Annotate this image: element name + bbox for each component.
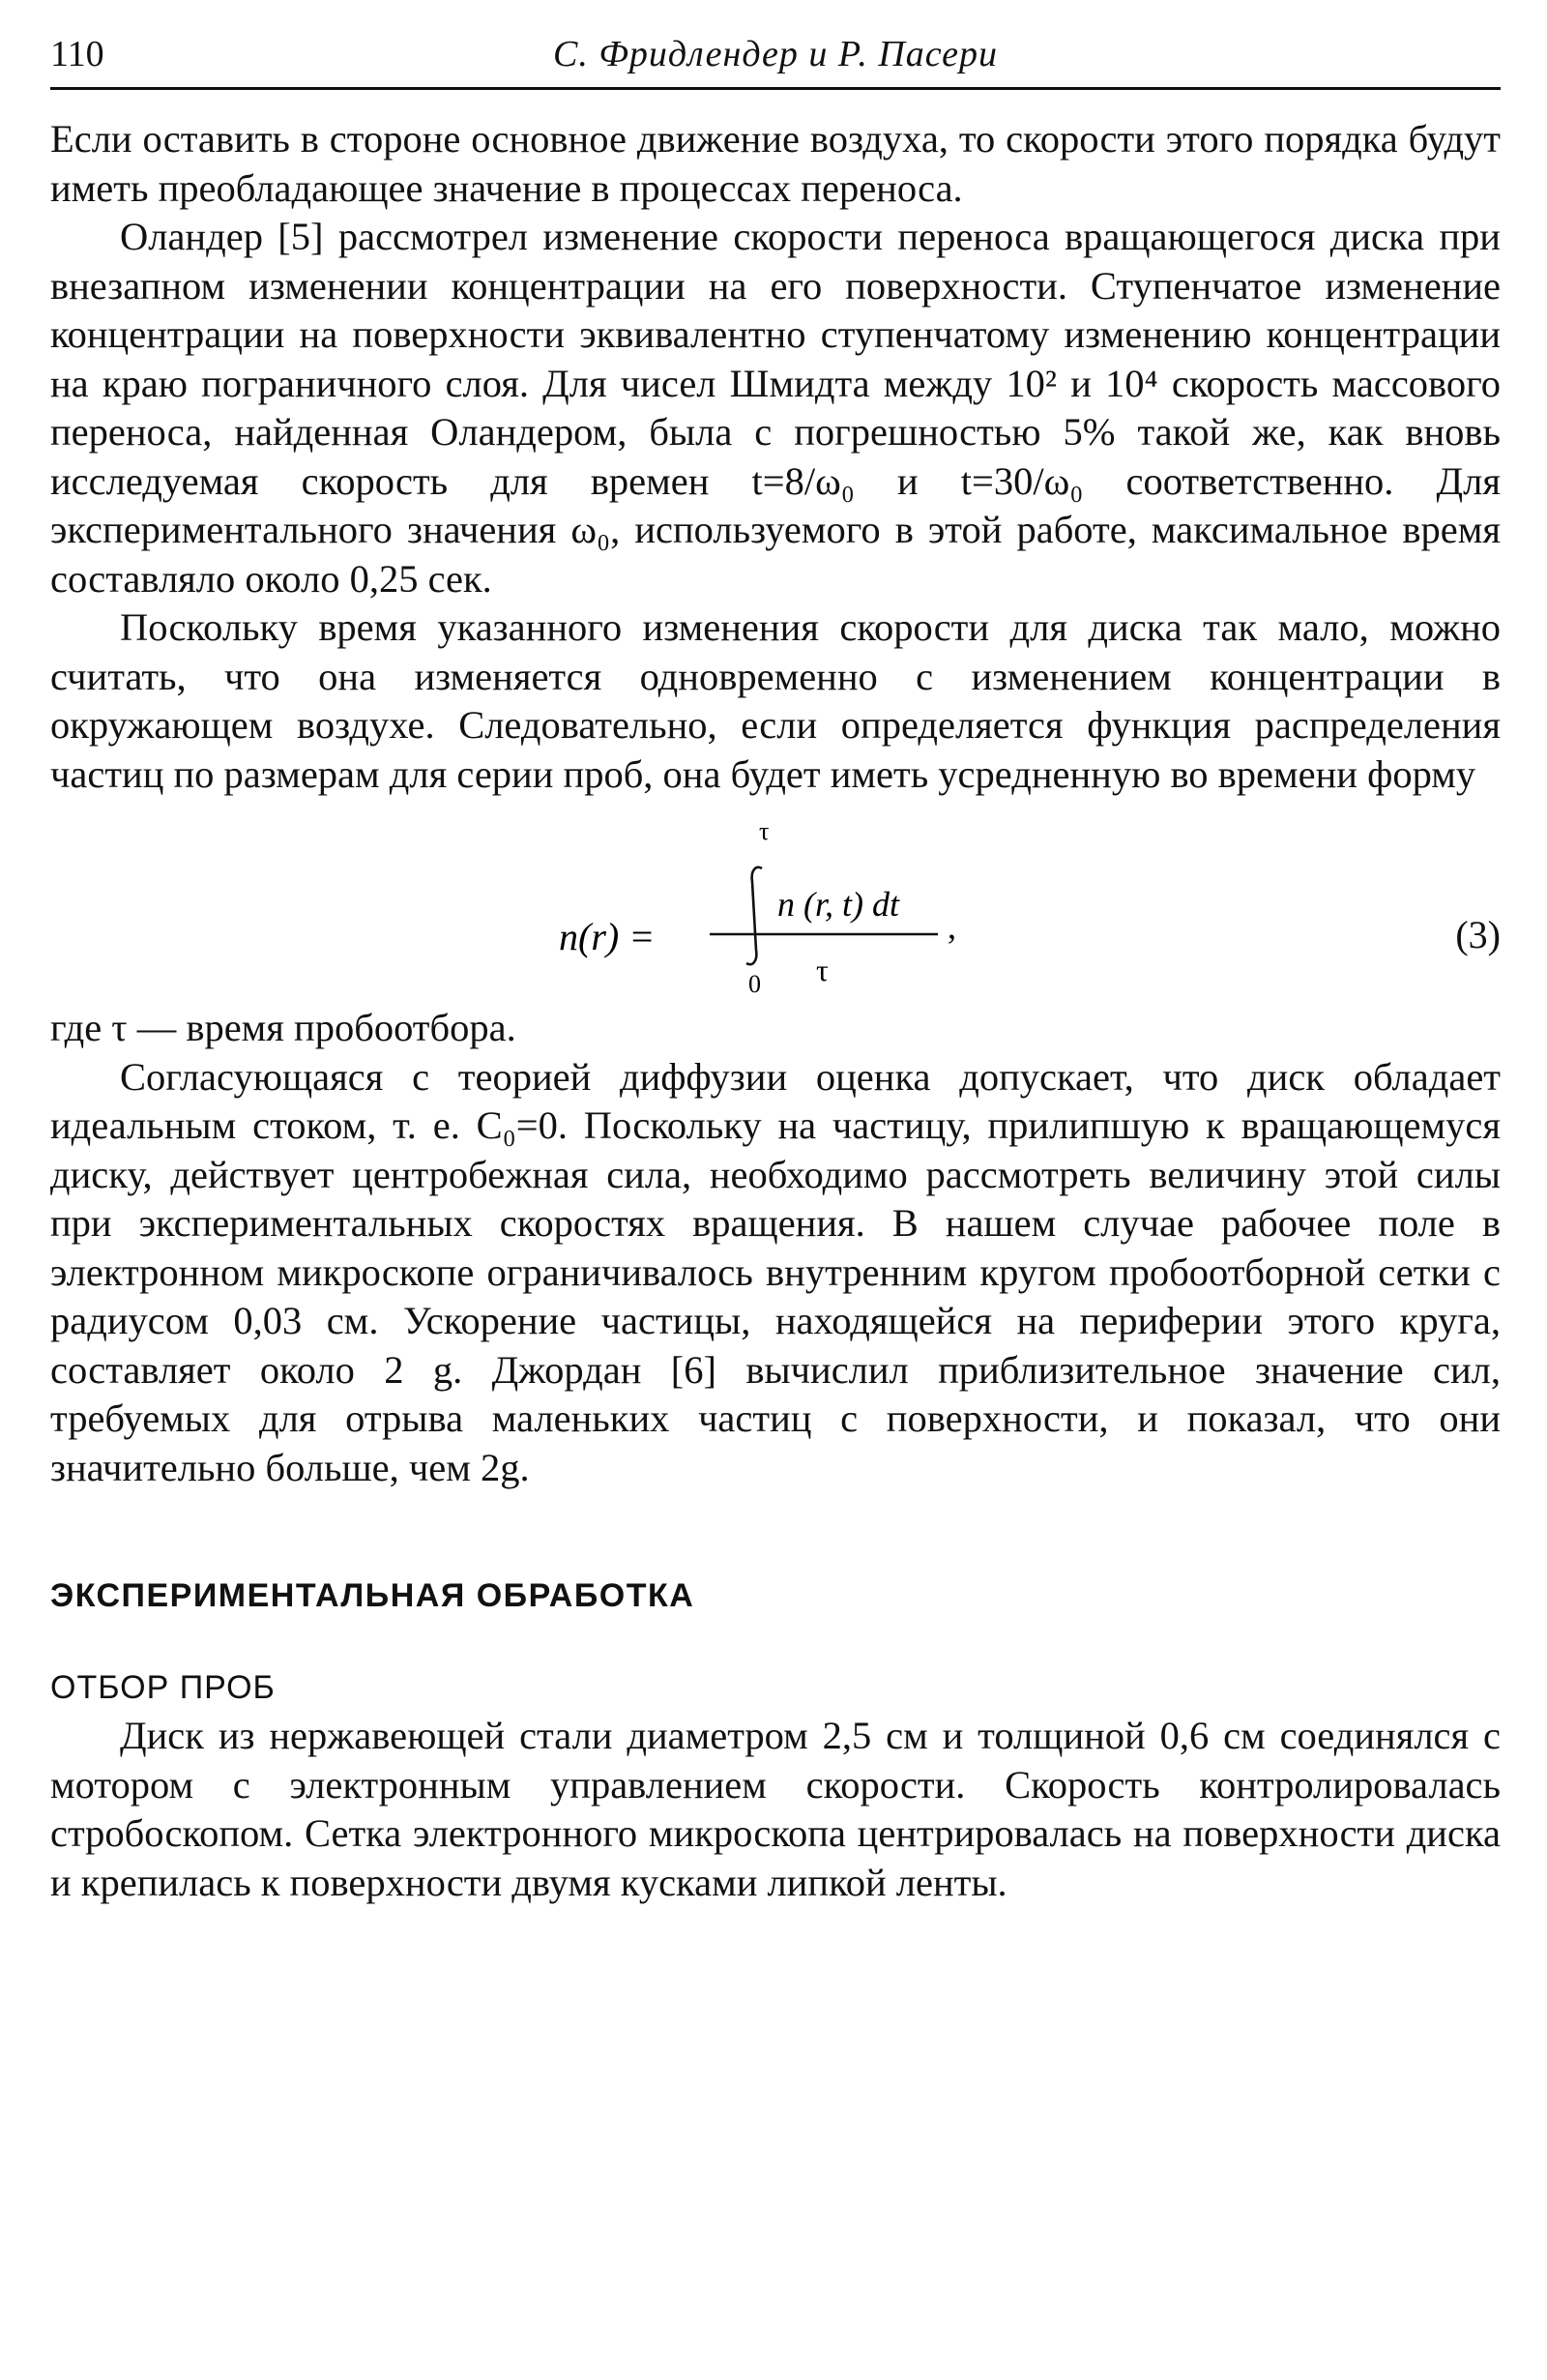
equation-3	[50, 803, 1501, 996]
running-head	[50, 29, 1501, 90]
paragraph: Если оставить в стороне основное движение воздуха, то скорости этого порядка будут иметь преобладающее значение в процессах переноса.	[50, 117, 1501, 210]
paragraph: Диск из нержавеющей стали диаметром 2,5 см и толщиной 0,6 см соединялся с мотором с электронным управлением скорости. Скорость контролировалась стробоскопом. Сетка электронного микроскопа центрировалась на поверхности диска и крепилась к поверхности двумя кусками липкой ленты.	[50, 1714, 1501, 1904]
equation-lhs: n(r) =	[559, 915, 656, 958]
equation-trailing-comma: ,	[948, 907, 956, 946]
paragraph: Оландер [5] рассмотрел изменение скорости переноса вращающегося диска при внезапном изменении концентрации на его поверхности. Ступенчатое изменение концентрации на поверхности эквивалентно ступенчатому изменению концентрации на краю пограничного слоя. Для чисел Шмидта между 10² и 10⁴ скорость массового переноса, найденная Оландером, была с погрешностью 5% такой же, как вновь исследуемая скорость для времен t=8/ω₀ и t=30/ω₀ соответственно. Для экспериментального значения ω₀, используемого в этой работе, максимальное время составляло около 0,25 сек.	[50, 215, 1501, 601]
paragraph: Поскольку время указанного изменения скорости для диска так мало, можно считать, что она изменяется одновременно с изменением концентрации в окружающем воздухе. Следовательно, если определяется функция распределения частиц по размерам для серии проб, она будет иметь усредненную во времени форму	[50, 605, 1501, 796]
equation-graphic	[50, 803, 1501, 996]
body-text	[50, 115, 1501, 1907]
equation-number: (3)	[1455, 913, 1501, 956]
section-heading: ЭКСПЕРИМЕНТАЛЬНАЯ ОБРАБОТКА	[50, 1577, 695, 1614]
paragraph: где τ — время пробоотбора.	[50, 1006, 516, 1049]
fraction-denominator: τ	[816, 953, 829, 987]
page-number: 110	[50, 34, 104, 74]
integrand: n (r, t) dt	[777, 885, 899, 924]
integral-sign	[746, 867, 762, 964]
subsection-heading: ОТБОР ПРОБ	[50, 1668, 276, 1706]
paragraph: Согласующаяся с теорией диффузии оценка допускает, что диск обладает идеальным стоком, т. е. C₀=0. Поскольку на частицу, прилипшую к вращающемуся диску, действует центробежная сила, необходимо рассмотреть величину этой силы при экспериментальных скоростях вращения. В нашем случае рабочее поле в электронном микроскопе ограничивалось внутренним кругом пробоотборной сетки с радиусом 0,03 см. Ускорение частицы, находящейся на периферии этого круга, составляет около 2 g. Джордан [6] вычислил приблизительное значение сил, требуемых для отрыва маленьких частиц с поверхности, и показал, что они значительно больше, чем 2g.	[50, 1054, 1501, 1489]
running-title: С. Фридлендер и Р. Пасери	[553, 34, 998, 74]
integral-lower-limit: 0	[748, 970, 761, 996]
integral-upper-limit: τ	[759, 817, 770, 845]
book-page	[50, 29, 1501, 1907]
